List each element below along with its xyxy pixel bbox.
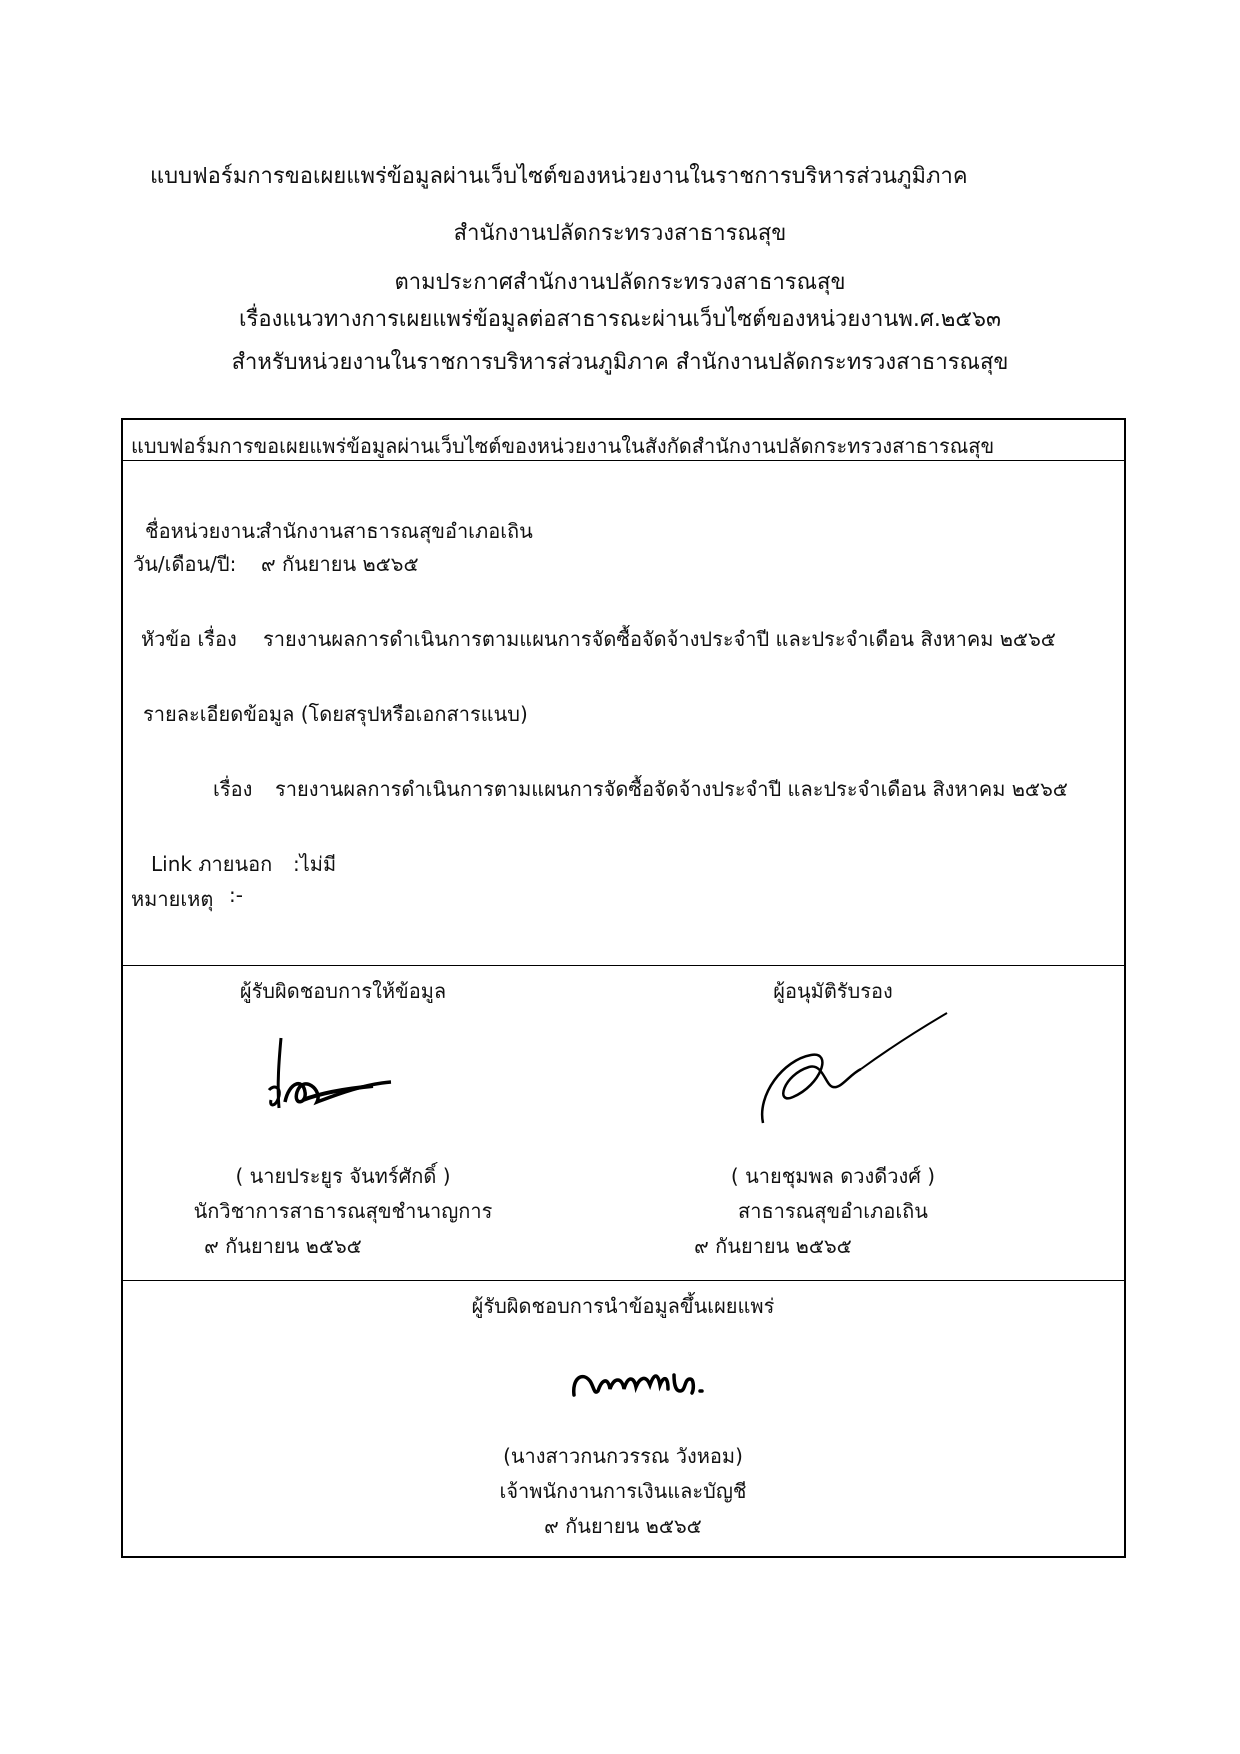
date-value: ๙ กันยายน ๒๕๖๕: [261, 552, 419, 576]
publisher-signature: [568, 1355, 708, 1403]
link-label: Link ภายนอก: [151, 852, 273, 876]
detail-subject-label: เรื่อง: [213, 777, 253, 801]
right-signer-date: ๙ กันยายน ๒๕๖๕: [694, 1234, 852, 1258]
publisher-name: (นางสาวกนกวรรณ วังหอม): [503, 1444, 743, 1468]
agency-value: สำนักงานสาธารณสุขอำเภอเถิน: [259, 519, 533, 543]
remark-label: หมายเหตุ: [131, 887, 214, 911]
left-signer-role: ผู้รับผิดชอบการให้ข้อมูล: [239, 979, 447, 1003]
topic-label: หัวข้อ เรื่อง: [141, 627, 237, 651]
left-signature: [263, 1030, 403, 1120]
header-subject: เรื่องแนวทางการเผยแพร่ข้อมูลต่อสาธารณะผ่านเว็บไซต์ของหน่วยงานพ.ศ.๒๕๖๓: [238, 307, 1002, 332]
header-scope: สำหรับหน่วยงานในราชการบริหารส่วนภูมิภาค สำนักงานปลัดกระทรวงสาธารณสุข: [231, 350, 1009, 375]
remark-value: :-: [229, 883, 243, 907]
header-office: สำนักงานปลัดกระทรวงสาธารณสุข: [453, 221, 787, 246]
link-value: :ไม่มี: [293, 852, 337, 876]
detail-label: รายละเอียดข้อมูล (โดยสรุปหรือเอกสารแนบ): [143, 702, 528, 726]
header-title: แบบฟอร์มการขอเผยแพร่ข้อมูลผ่านเว็บไซต์ของหน่วยงานในราชการบริหารส่วนภูมิภาค: [150, 164, 968, 189]
right-signature: [753, 1005, 953, 1130]
right-signer-position: สาธารณสุขอำเภอเถิน: [738, 1199, 928, 1223]
publisher-role: ผู้รับผิดชอบการนำข้อมูลขึ้นเผยแพร่: [471, 1294, 775, 1318]
detail-subject-value: รายงานผลการดำเนินการตามแผนการจัดซื้อจัดจ้างประจำปี และประจำเดือน สิงหาคม ๒๕๖๕: [275, 777, 1068, 801]
right-signer-role: ผู้อนุมัติรับรอง: [773, 979, 893, 1003]
left-signer-date: ๙ กันยายน ๒๕๖๕: [204, 1234, 362, 1258]
divider: [123, 1280, 1124, 1281]
header-announcement: ตามประกาศสำนักงานปลัดกระทรวงสาธารณสุข: [394, 270, 846, 295]
date-label: วัน/เดือน/ปี:: [133, 552, 237, 576]
left-signer-name: ( นายประยูร จันทร์ศักดิ์ ): [235, 1164, 451, 1188]
publisher-date: ๙ กันยายน ๒๕๖๕: [544, 1514, 702, 1538]
agency-label: ชื่อหน่วยงาน:: [145, 519, 262, 543]
divider: [123, 965, 1124, 966]
right-signer-name: ( นายชุมพล ดวงดีวงศ์ ): [730, 1164, 936, 1188]
publisher-position: เจ้าพนักงานการเงินและบัญชี: [499, 1479, 747, 1503]
topic-value: รายงานผลการดำเนินการตามแผนการจัดซื้อจัดจ้างประจำปี และประจำเดือน สิงหาคม ๒๕๖๕: [263, 627, 1056, 651]
divider: [123, 460, 1124, 461]
request-form: [121, 418, 1126, 1558]
form-title: แบบฟอร์มการขอเผยแพร่ข้อมูลผ่านเว็บไซต์ของหน่วยงานในสังกัดสำนักงานปลัดกระทรวงสาธารณสุข: [131, 434, 995, 458]
left-signer-position: นักวิชาการสาธารณสุขชำนาญการ: [193, 1199, 493, 1223]
